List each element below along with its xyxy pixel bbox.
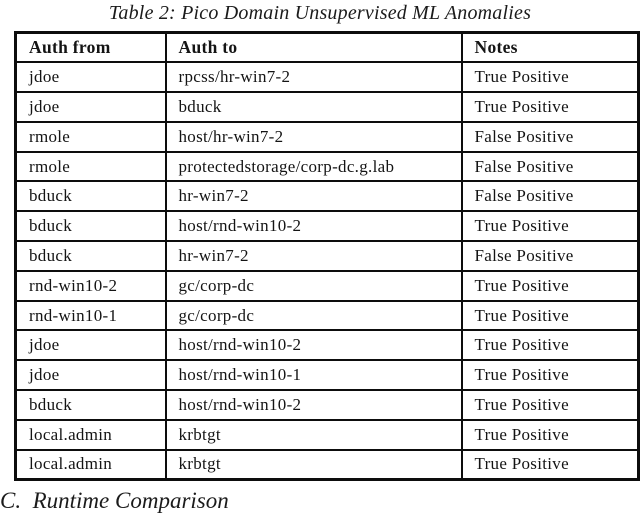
cell-auth-from: local.admin: [16, 450, 166, 480]
cell-auth-from: bduck: [16, 211, 166, 241]
table-row: [16, 181, 639, 211]
cell-auth-from: bduck: [16, 390, 166, 420]
table-header-row: [16, 33, 639, 63]
cell-auth-to: host/rnd-win10-2: [166, 390, 462, 420]
table-row: [16, 420, 639, 450]
cell-notes: True Positive: [462, 390, 639, 420]
cell-auth-to: host/rnd-win10-2: [166, 330, 462, 360]
table-row: [16, 390, 639, 420]
table-row: [16, 330, 639, 360]
column-header-auth-from: Auth from: [16, 33, 166, 63]
cell-notes: True Positive: [462, 92, 639, 122]
cell-auth-to: bduck: [166, 92, 462, 122]
cell-auth-from: rnd-win10-2: [16, 271, 166, 301]
cell-auth-to: host/hr-win7-2: [166, 122, 462, 152]
table-caption: Table 2: Pico Domain Unsupervised ML Anomalies: [108, 2, 532, 24]
cell-notes: False Positive: [462, 152, 639, 182]
cell-auth-from: jdoe: [16, 330, 166, 360]
anomalies-table: [14, 31, 640, 481]
cell-auth-to: host/rnd-win10-1: [166, 360, 462, 390]
cell-notes: True Positive: [462, 62, 639, 92]
cell-auth-from: rmole: [16, 122, 166, 152]
cell-auth-from: jdoe: [16, 92, 166, 122]
table-row: [16, 122, 639, 152]
cell-auth-to: rpcss/hr-win7-2: [166, 62, 462, 92]
cell-auth-from: bduck: [16, 241, 166, 271]
cell-auth-from: bduck: [16, 181, 166, 211]
cell-notes: False Positive: [462, 122, 639, 152]
cell-auth-from: local.admin: [16, 420, 166, 450]
cell-auth-to: gc/corp-dc: [166, 301, 462, 331]
cell-auth-to: krbtgt: [166, 450, 462, 480]
table-row: [16, 211, 639, 241]
cell-notes: True Positive: [462, 450, 639, 480]
cell-auth-from: jdoe: [16, 62, 166, 92]
cell-notes: True Positive: [462, 330, 639, 360]
cell-notes: True Positive: [462, 301, 639, 331]
cell-notes: True Positive: [462, 360, 639, 390]
cell-auth-to: host/rnd-win10-2: [166, 211, 462, 241]
table-row: [16, 360, 639, 390]
table-row: [16, 271, 639, 301]
cell-auth-to: protectedstorage/corp-dc.g.lab: [166, 152, 462, 182]
cell-auth-from: rnd-win10-1: [16, 301, 166, 331]
cell-auth-from: rmole: [16, 152, 166, 182]
cell-auth-from: jdoe: [16, 360, 166, 390]
table-row: [16, 152, 639, 182]
column-header-notes: Notes: [462, 33, 639, 63]
table-row: [16, 450, 639, 480]
cell-auth-to: krbtgt: [166, 420, 462, 450]
table-row: [16, 62, 639, 92]
section-heading-runtime-comparison: C. Runtime Comparison: [0, 488, 229, 513]
cell-auth-to: gc/corp-dc: [166, 271, 462, 301]
cell-notes: False Positive: [462, 181, 639, 211]
table-row: [16, 92, 639, 122]
cell-auth-to: hr-win7-2: [166, 181, 462, 211]
cell-notes: True Positive: [462, 271, 639, 301]
cell-notes: True Positive: [462, 420, 639, 450]
cell-notes: True Positive: [462, 211, 639, 241]
cell-auth-to: hr-win7-2: [166, 241, 462, 271]
cell-notes: False Positive: [462, 241, 639, 271]
table-row: [16, 301, 639, 331]
column-header-auth-to: Auth to: [166, 33, 462, 63]
table-row: [16, 241, 639, 271]
